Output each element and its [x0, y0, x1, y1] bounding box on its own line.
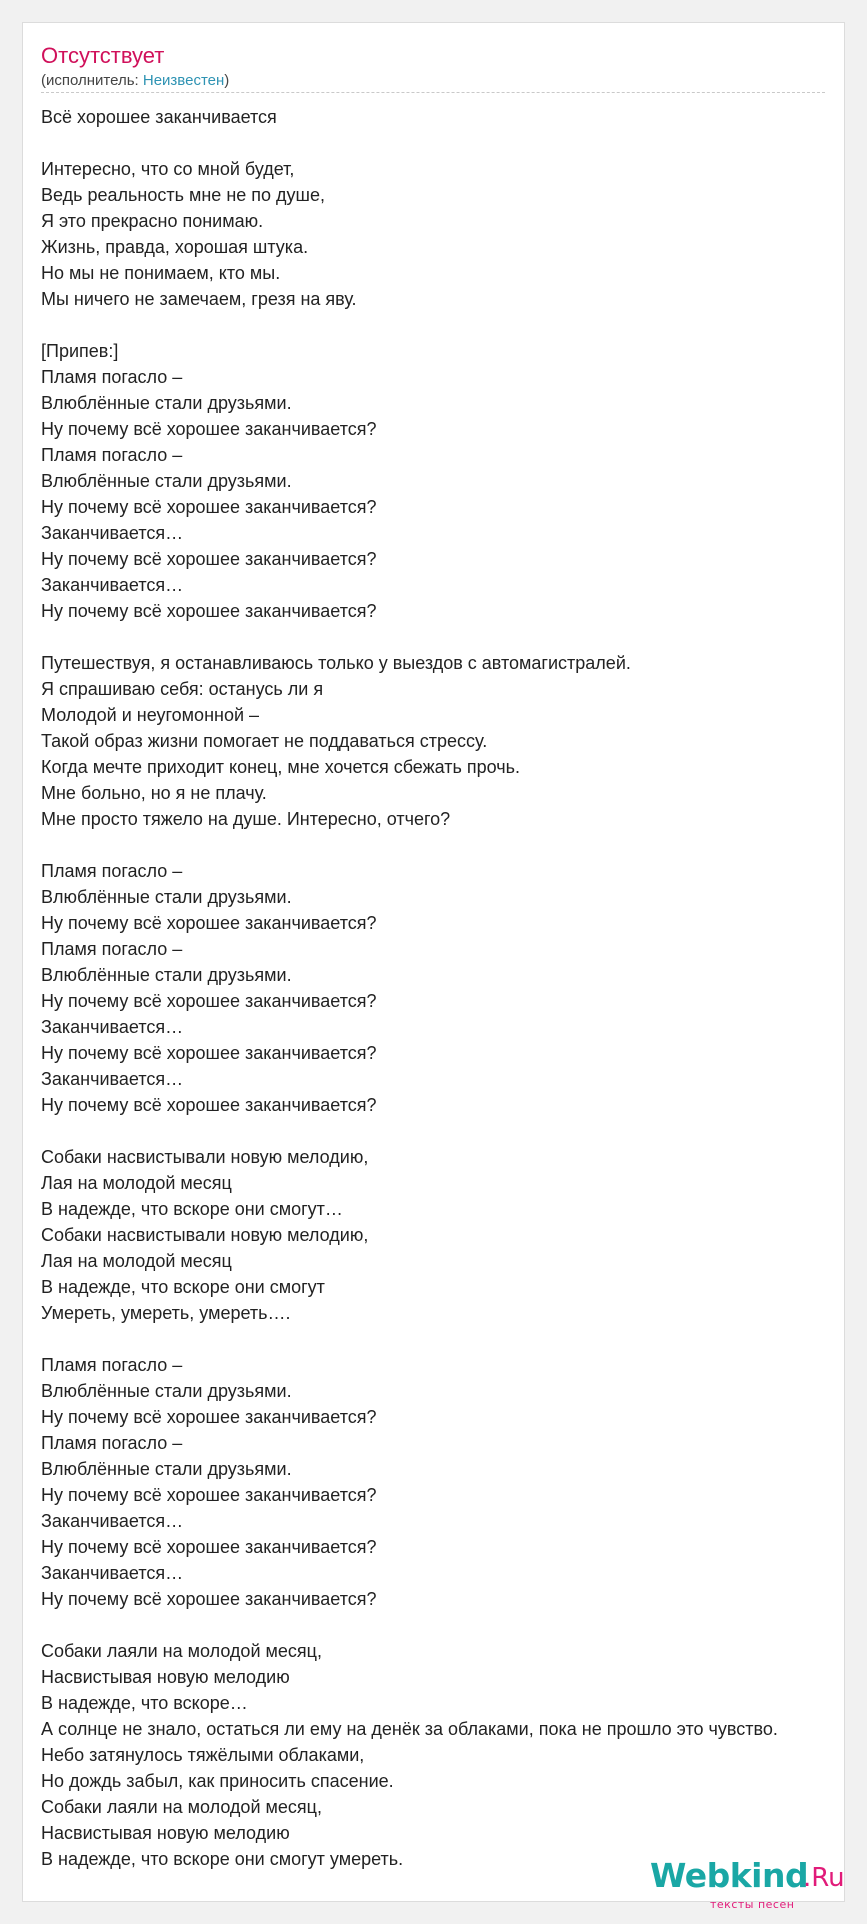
lyric-line: Небо затянулось тяжёлыми облаками,	[41, 1745, 365, 1765]
lyric-line: Всё хорошее заканчивается	[41, 107, 277, 127]
byline-suffix: )	[224, 72, 230, 89]
lyric-line: Влюблённые стали друзьями.	[41, 1459, 292, 1479]
lyric-line: Насвистывая новую мелодию	[41, 1667, 290, 1687]
lyric-line	[41, 130, 866, 156]
lyric-line: Интересно, что со мной будет,	[41, 159, 295, 179]
lyric-line: Пламя погасло –	[41, 1355, 183, 1375]
lyric-line: Собаки насвистывали новую мелодию,	[41, 1225, 369, 1245]
lyric-line: Собаки насвистывали новую мелодию,	[41, 1147, 369, 1167]
lyric-line: Ну почему всё хорошее заканчивается?	[41, 419, 377, 439]
lyric-line: Заканчивается…	[41, 1563, 184, 1583]
site-logo[interactable]	[650, 1856, 845, 1911]
lyric-line	[41, 312, 866, 338]
lyric-line	[41, 1118, 866, 1144]
lyric-line: Влюблённые стали друзьями.	[41, 887, 292, 907]
lyric-line: В надежде, что вскоре они смогут	[41, 1277, 325, 1297]
lyric-line: Такой образ жизни помогает не поддаваться стрессу.	[41, 731, 488, 751]
logo-tagline: тексты песен	[710, 1898, 795, 1911]
lyric-line: Когда мечте приходит конец, мне хочется сбежать прочь.	[41, 757, 521, 777]
lyric-line: Пламя погасло –	[41, 367, 183, 387]
lyric-line: Собаки лаяли на молодой месяц,	[41, 1797, 322, 1817]
lyric-line: Ведь реальность мне не по душе,	[41, 185, 325, 205]
lyric-line	[41, 832, 866, 858]
lyric-line: Молодой и неугомонной –	[41, 705, 260, 725]
lyric-line: Пламя погасло –	[41, 939, 183, 959]
lyric-line: Пламя погасло –	[41, 1433, 183, 1453]
song-title: Отсутствует	[41, 43, 165, 68]
lyric-line: Влюблённые стали друзьями.	[41, 965, 292, 985]
lyric-line: Заканчивается…	[41, 1069, 184, 1089]
lyric-line: Лая на молодой месяц	[41, 1173, 232, 1193]
logo-wordmark: Webkind	[650, 1856, 809, 1895]
lyric-line: Ну почему всё хорошее заканчивается?	[41, 1485, 377, 1505]
lyric-line: Лая на молодой месяц	[41, 1251, 232, 1271]
lyric-line: Ну почему всё хорошее заканчивается?	[41, 1537, 377, 1557]
lyric-line: Влюблённые стали друзьями.	[41, 471, 292, 491]
lyrics-body	[41, 104, 866, 1872]
lyric-line: Мы ничего не замечаем, грезя на яву.	[41, 289, 357, 309]
lyric-line: Ну почему всё хорошее заканчивается?	[41, 601, 377, 621]
lyric-line: Заканчивается…	[41, 1511, 184, 1531]
lyric-line: Насвистывая новую мелодию	[41, 1823, 290, 1843]
lyric-line: В надежде, что вскоре…	[41, 1693, 248, 1713]
lyric-line: В надежде, что вскоре они смогут…	[41, 1199, 343, 1219]
logo-domain-suffix: .Ru	[803, 1863, 845, 1893]
lyric-line: Ну почему всё хорошее заканчивается?	[41, 991, 377, 1011]
lyric-line: Я спрашиваю себя: останусь ли я	[41, 679, 324, 699]
lyric-line	[41, 1326, 866, 1352]
title-divider	[41, 92, 825, 93]
artist-byline	[41, 71, 229, 91]
artist-link[interactable]: Неизвестен	[142, 72, 225, 89]
lyric-line: Влюблённые стали друзьями.	[41, 393, 292, 413]
lyric-line: Но мы не понимаем, кто мы.	[41, 263, 281, 283]
lyric-line: Мне больно, но я не плачу.	[41, 783, 267, 803]
lyric-line: Я это прекрасно понимаю.	[41, 211, 264, 231]
lyric-line: Ну почему всё хорошее заканчивается?	[41, 1095, 377, 1115]
lyric-line: Пламя погасло –	[41, 861, 183, 881]
lyric-line: Умереть, умереть, умереть….	[41, 1303, 291, 1323]
lyric-line: [Припев:]	[41, 341, 119, 361]
lyric-line: В надежде, что вскоре они смогут умереть.	[41, 1849, 404, 1869]
lyric-line: Ну почему всё хорошее заканчивается?	[41, 1043, 377, 1063]
lyric-line: Ну почему всё хорошее заканчивается?	[41, 497, 377, 517]
lyric-line: Пламя погасло –	[41, 445, 183, 465]
lyric-line: Собаки лаяли на молодой месяц,	[41, 1641, 322, 1661]
byline-prefix: (исполнитель:	[41, 72, 143, 89]
lyric-line: Ну почему всё хорошее заканчивается?	[41, 913, 377, 933]
lyric-line: Заканчивается…	[41, 575, 184, 595]
lyric-line: Мне просто тяжело на душе. Интересно, отчего?	[41, 809, 451, 829]
lyric-line: Путешествуя, я останавливаюсь только у выездов с автомагистралей.	[41, 653, 631, 673]
lyric-line	[41, 1612, 866, 1638]
lyric-line: Ну почему всё хорошее заканчивается?	[41, 549, 377, 569]
lyric-line: Но дождь забыл, как приносить спасение.	[41, 1771, 394, 1791]
lyric-line: А солнце не знало, остаться ли ему на денёк за облаками, пока не прошло это чувство.	[41, 1719, 778, 1739]
lyric-line: Заканчивается…	[41, 1017, 184, 1037]
lyric-line: Влюблённые стали друзьями.	[41, 1381, 292, 1401]
lyric-line: Жизнь, правда, хорошая штука.	[41, 237, 309, 257]
lyric-line: Заканчивается…	[41, 523, 184, 543]
lyric-line	[41, 624, 866, 650]
lyric-line: Ну почему всё хорошее заканчивается?	[41, 1589, 377, 1609]
lyric-line: Ну почему всё хорошее заканчивается?	[41, 1407, 377, 1427]
